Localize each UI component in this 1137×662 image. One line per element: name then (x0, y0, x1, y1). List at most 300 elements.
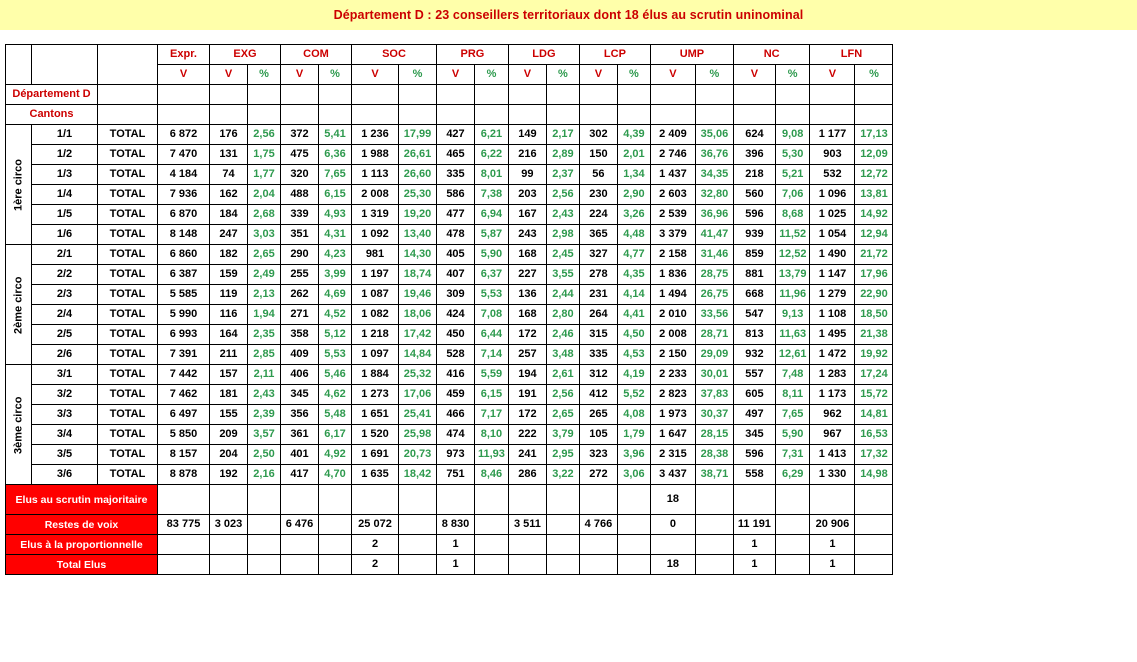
votes-prg: 478 (437, 225, 475, 245)
dept-label-filler (855, 85, 893, 105)
summary-ump: 18 (650, 555, 695, 575)
pct-com: 4,93 (319, 205, 352, 225)
votes-lcp: 265 (579, 405, 617, 425)
pct-prg: 5,90 (475, 245, 509, 265)
votes-nc: 932 (733, 345, 775, 365)
pct-ump: 30,01 (695, 365, 733, 385)
summary-pct-ldg (546, 535, 579, 555)
votes-lfn: 903 (810, 145, 855, 165)
votes-ump: 2 746 (650, 145, 695, 165)
circo-label-2: 2ème circo (6, 245, 32, 365)
dept-label-filler (508, 85, 546, 105)
votes-prg: 427 (437, 125, 475, 145)
cantons-label-filler (695, 105, 733, 125)
summary-pct-com (319, 485, 352, 515)
pct-lfn: 15,72 (855, 385, 893, 405)
votes-soc: 1 319 (352, 205, 399, 225)
pct-prg: 5,53 (475, 285, 509, 305)
votes-nc: 939 (733, 225, 775, 245)
pct-soc: 25,98 (399, 425, 437, 445)
pct-nc: 13,79 (775, 265, 810, 285)
summary-ump (650, 535, 695, 555)
cantons-label-filler (546, 105, 579, 125)
votes-com: 339 (281, 205, 319, 225)
summary-ldg (508, 555, 546, 575)
pct-exg: 2,35 (248, 325, 281, 345)
votes-ump: 2 823 (650, 385, 695, 405)
header-v-com: V (281, 65, 319, 85)
pct-lfn: 16,53 (855, 425, 893, 445)
votes-soc: 1 092 (352, 225, 399, 245)
header-v-prg: V (437, 65, 475, 85)
votes-com: 361 (281, 425, 319, 445)
pct-soc: 18,42 (399, 465, 437, 485)
summary-pct-soc (399, 535, 437, 555)
pct-prg: 5,59 (475, 365, 509, 385)
canton-code: 1/2 (32, 145, 98, 165)
pct-lcp: 5,52 (617, 385, 650, 405)
summary-soc: 2 (352, 535, 399, 555)
pct-soc: 25,41 (399, 405, 437, 425)
summary-pct-ump (695, 555, 733, 575)
pct-nc: 5,90 (775, 425, 810, 445)
summary-pct-lfn (855, 535, 893, 555)
votes-ump: 2 603 (650, 185, 695, 205)
header-v-lcp: V (579, 65, 617, 85)
votes-ldg: 149 (508, 125, 546, 145)
dept-label-filler (281, 85, 319, 105)
summary-exg (210, 555, 248, 575)
votes-com: 406 (281, 365, 319, 385)
header-pct-prg: % (475, 65, 509, 85)
summary-lfn: 1 (810, 555, 855, 575)
pct-lcp: 4,19 (617, 365, 650, 385)
pct-nc: 8,68 (775, 205, 810, 225)
pct-com: 5,48 (319, 405, 352, 425)
votes-com: 401 (281, 445, 319, 465)
summary-pct-exg (248, 515, 281, 535)
votes-lfn: 1 025 (810, 205, 855, 225)
summary-pct-soc (399, 555, 437, 575)
summary-prg: 1 (437, 535, 475, 555)
expr-value: 6 497 (158, 405, 210, 425)
header-party-ump: UMP (650, 45, 733, 65)
votes-soc: 1 087 (352, 285, 399, 305)
pct-exg: 2,16 (248, 465, 281, 485)
pct-lfn: 21,72 (855, 245, 893, 265)
summary-pct-exg (248, 555, 281, 575)
pct-ldg: 2,17 (546, 125, 579, 145)
pct-ldg: 2,61 (546, 365, 579, 385)
row-total-label: TOTAL (98, 465, 158, 485)
pct-ldg: 2,56 (546, 185, 579, 205)
pct-prg: 8,46 (475, 465, 509, 485)
row-total-label: TOTAL (98, 285, 158, 305)
pct-ldg: 3,22 (546, 465, 579, 485)
summary-ldg (508, 535, 546, 555)
votes-lcp: 278 (579, 265, 617, 285)
votes-prg: 474 (437, 425, 475, 445)
pct-prg: 6,37 (475, 265, 509, 285)
pct-ldg: 2,45 (546, 245, 579, 265)
summary-ump: 18 (650, 485, 695, 515)
votes-ldg: 241 (508, 445, 546, 465)
table-row (6, 365, 893, 385)
votes-ump: 2 315 (650, 445, 695, 465)
page-title: Département D : 23 conseillers territoriaux dont 18 élus au scrutin uninominal (333, 8, 804, 22)
cantons-label-filler (210, 105, 248, 125)
header-pct-lcp: % (617, 65, 650, 85)
pct-com: 6,17 (319, 425, 352, 445)
summary-row (6, 485, 893, 515)
pct-ump: 29,09 (695, 345, 733, 365)
pct-nc: 5,21 (775, 165, 810, 185)
row-total-label: TOTAL (98, 125, 158, 145)
pct-exg: 2,50 (248, 445, 281, 465)
pct-soc: 26,60 (399, 165, 437, 185)
votes-com: 356 (281, 405, 319, 425)
votes-exg: 181 (210, 385, 248, 405)
table-row (6, 345, 893, 365)
pct-nc: 5,30 (775, 145, 810, 165)
votes-ldg: 227 (508, 265, 546, 285)
summary-pct-nc (775, 535, 810, 555)
header-corner-blank-2 (32, 45, 98, 85)
canton-code: 3/2 (32, 385, 98, 405)
pct-lcp: 4,14 (617, 285, 650, 305)
table-row (6, 265, 893, 285)
pct-lcp: 4,53 (617, 345, 650, 365)
pct-lcp: 4,48 (617, 225, 650, 245)
votes-ump: 1 647 (650, 425, 695, 445)
pct-exg: 2,13 (248, 285, 281, 305)
summary-pct-nc (775, 555, 810, 575)
votes-ldg: 167 (508, 205, 546, 225)
summary-pct-lcp (617, 515, 650, 535)
pct-lfn: 12,94 (855, 225, 893, 245)
dept-label-filler (546, 85, 579, 105)
table-row (6, 425, 893, 445)
dept-label-filler (399, 85, 437, 105)
votes-com: 372 (281, 125, 319, 145)
votes-lfn: 1 490 (810, 245, 855, 265)
pct-nc: 9,08 (775, 125, 810, 145)
votes-lcp: 302 (579, 125, 617, 145)
pct-com: 7,65 (319, 165, 352, 185)
votes-lcp: 56 (579, 165, 617, 185)
votes-ump: 1 973 (650, 405, 695, 425)
pct-ldg: 3,55 (546, 265, 579, 285)
pct-ldg: 3,79 (546, 425, 579, 445)
votes-ump: 3 379 (650, 225, 695, 245)
pct-soc: 19,46 (399, 285, 437, 305)
votes-nc: 560 (733, 185, 775, 205)
pct-exg: 2,39 (248, 405, 281, 425)
pct-prg: 6,21 (475, 125, 509, 145)
votes-soc: 1 691 (352, 445, 399, 465)
votes-soc: 1 635 (352, 465, 399, 485)
summary-pct-nc (775, 485, 810, 515)
summary-pct-exg (248, 535, 281, 555)
pct-lfn: 18,50 (855, 305, 893, 325)
table-row (6, 245, 893, 265)
pct-nc: 12,61 (775, 345, 810, 365)
votes-exg: 184 (210, 205, 248, 225)
circo-label-3: 3ème circo (6, 365, 32, 485)
votes-exg: 164 (210, 325, 248, 345)
votes-prg: 465 (437, 145, 475, 165)
table-row (6, 205, 893, 225)
cantons-label-filler (158, 105, 210, 125)
summary-pct-prg (475, 515, 509, 535)
pct-prg: 8,10 (475, 425, 509, 445)
summary-pct-com (319, 555, 352, 575)
votes-ldg: 172 (508, 325, 546, 345)
pct-com: 5,53 (319, 345, 352, 365)
row-total-label: TOTAL (98, 445, 158, 465)
expr-value: 7 462 (158, 385, 210, 405)
votes-prg: 528 (437, 345, 475, 365)
votes-ldg: 257 (508, 345, 546, 365)
dept-label-filler (617, 85, 650, 105)
summary-lfn: 1 (810, 535, 855, 555)
pct-lfn: 21,38 (855, 325, 893, 345)
summary-pct-ump (695, 485, 733, 515)
canton-code: 2/6 (32, 345, 98, 365)
header-v-nc: V (733, 65, 775, 85)
pct-prg: 7,08 (475, 305, 509, 325)
votes-nc: 596 (733, 445, 775, 465)
votes-lfn: 1 413 (810, 445, 855, 465)
cantons-label-filler (855, 105, 893, 125)
summary-expr (158, 555, 210, 575)
summary-row (6, 515, 893, 535)
pct-prg: 6,22 (475, 145, 509, 165)
votes-exg: 162 (210, 185, 248, 205)
row-total-label: TOTAL (98, 305, 158, 325)
pct-lcp: 3,96 (617, 445, 650, 465)
votes-lcp: 365 (579, 225, 617, 245)
row-total-label: TOTAL (98, 365, 158, 385)
votes-com: 345 (281, 385, 319, 405)
canton-code: 2/2 (32, 265, 98, 285)
pct-com: 4,23 (319, 245, 352, 265)
votes-lcp: 264 (579, 305, 617, 325)
header-row-parties (6, 45, 893, 65)
summary-pct-com (319, 535, 352, 555)
summary-soc: 25 072 (352, 515, 399, 535)
votes-soc: 1 197 (352, 265, 399, 285)
votes-nc: 547 (733, 305, 775, 325)
cantons-label-filler (352, 105, 399, 125)
cantons-label-filler (437, 105, 475, 125)
summary-nc (733, 485, 775, 515)
votes-lcp: 272 (579, 465, 617, 485)
pct-ump: 32,80 (695, 185, 733, 205)
votes-lcp: 105 (579, 425, 617, 445)
votes-nc: 668 (733, 285, 775, 305)
summary-prg (437, 485, 475, 515)
votes-prg: 309 (437, 285, 475, 305)
pct-lcp: 3,26 (617, 205, 650, 225)
expr-value: 6 993 (158, 325, 210, 345)
dept-label-filler (695, 85, 733, 105)
pct-com: 5,12 (319, 325, 352, 345)
summary-pct-lcp (617, 485, 650, 515)
pct-exg: 3,03 (248, 225, 281, 245)
canton-code: 2/5 (32, 325, 98, 345)
votes-com: 409 (281, 345, 319, 365)
votes-exg: 247 (210, 225, 248, 245)
votes-prg: 416 (437, 365, 475, 385)
pct-exg: 2,56 (248, 125, 281, 145)
votes-exg: 176 (210, 125, 248, 145)
votes-ldg: 191 (508, 385, 546, 405)
header-corner-blank (6, 45, 32, 85)
votes-com: 351 (281, 225, 319, 245)
summary-soc (352, 485, 399, 515)
votes-prg: 405 (437, 245, 475, 265)
pct-com: 5,41 (319, 125, 352, 145)
pct-com: 4,31 (319, 225, 352, 245)
canton-code: 1/4 (32, 185, 98, 205)
votes-ldg: 172 (508, 405, 546, 425)
header-corner-blank-3 (98, 45, 158, 85)
pct-soc: 20,73 (399, 445, 437, 465)
pct-ump: 26,75 (695, 285, 733, 305)
dept-label-filler (98, 85, 158, 105)
summary-pct-prg (475, 535, 509, 555)
cantons-label-filler (281, 105, 319, 125)
votes-ldg: 168 (508, 305, 546, 325)
summary-label: Restes de voix (6, 515, 158, 535)
votes-exg: 74 (210, 165, 248, 185)
summary-com (281, 555, 319, 575)
pct-soc: 18,06 (399, 305, 437, 325)
expr-value: 6 387 (158, 265, 210, 285)
table-row (6, 325, 893, 345)
votes-soc: 1 113 (352, 165, 399, 185)
summary-exg (210, 485, 248, 515)
row-total-label: TOTAL (98, 145, 158, 165)
canton-code: 3/1 (32, 365, 98, 385)
pct-com: 6,15 (319, 185, 352, 205)
header-v-lfn: V (810, 65, 855, 85)
pct-lfn: 12,72 (855, 165, 893, 185)
votes-nc: 345 (733, 425, 775, 445)
summary-nc: 1 (733, 555, 775, 575)
pct-ldg: 2,98 (546, 225, 579, 245)
summary-pct-prg (475, 485, 509, 515)
votes-exg: 182 (210, 245, 248, 265)
pct-ump: 36,96 (695, 205, 733, 225)
pct-exg: 1,75 (248, 145, 281, 165)
canton-code: 1/5 (32, 205, 98, 225)
pct-ldg: 2,44 (546, 285, 579, 305)
pct-lcp: 1,79 (617, 425, 650, 445)
pct-ldg: 3,48 (546, 345, 579, 365)
votes-com: 417 (281, 465, 319, 485)
votes-com: 262 (281, 285, 319, 305)
expr-value: 5 990 (158, 305, 210, 325)
pct-ump: 34,35 (695, 165, 733, 185)
canton-code: 3/6 (32, 465, 98, 485)
summary-ldg (508, 485, 546, 515)
row-total-label: TOTAL (98, 325, 158, 345)
pct-lcp: 3,06 (617, 465, 650, 485)
summary-com (281, 535, 319, 555)
votes-exg: 192 (210, 465, 248, 485)
pct-prg: 7,38 (475, 185, 509, 205)
votes-ldg: 194 (508, 365, 546, 385)
pct-lcp: 4,35 (617, 265, 650, 285)
pct-ump: 28,75 (695, 265, 733, 285)
summary-lfn: 20 906 (810, 515, 855, 535)
header-party-ldg: LDG (508, 45, 579, 65)
canton-code: 2/1 (32, 245, 98, 265)
pct-nc: 11,96 (775, 285, 810, 305)
votes-ldg: 222 (508, 425, 546, 445)
pct-exg: 2,04 (248, 185, 281, 205)
expr-value: 8 878 (158, 465, 210, 485)
votes-nc: 558 (733, 465, 775, 485)
votes-nc: 218 (733, 165, 775, 185)
summary-lcp: 4 766 (579, 515, 617, 535)
pct-lfn: 12,09 (855, 145, 893, 165)
votes-exg: 119 (210, 285, 248, 305)
dept-label-filler (475, 85, 509, 105)
row-total-label: TOTAL (98, 385, 158, 405)
row-total-label: TOTAL (98, 265, 158, 285)
circo-label-1: 1ère circo (6, 125, 32, 245)
canton-code: 2/4 (32, 305, 98, 325)
votes-ldg: 203 (508, 185, 546, 205)
summary-pct-lfn (855, 515, 893, 535)
pct-lfn: 17,13 (855, 125, 893, 145)
votes-ump: 2 010 (650, 305, 695, 325)
votes-lcp: 312 (579, 365, 617, 385)
dept-label-filler (810, 85, 855, 105)
pct-com: 4,62 (319, 385, 352, 405)
canton-code: 1/6 (32, 225, 98, 245)
expr-value: 8 148 (158, 225, 210, 245)
summary-lcp (579, 555, 617, 575)
pct-lcp: 4,41 (617, 305, 650, 325)
expr-value: 5 585 (158, 285, 210, 305)
row-total-label: TOTAL (98, 405, 158, 425)
results-table (5, 44, 893, 575)
votes-exg: 209 (210, 425, 248, 445)
pct-soc: 26,61 (399, 145, 437, 165)
pct-ump: 28,15 (695, 425, 733, 445)
pct-lfn: 14,98 (855, 465, 893, 485)
dept-label-filler (248, 85, 281, 105)
summary-pct-soc (399, 485, 437, 515)
header-party-nc: NC (733, 45, 810, 65)
summary-pct-ldg (546, 515, 579, 535)
summary-pct-lfn (855, 555, 893, 575)
votes-ump: 2 539 (650, 205, 695, 225)
header-pct-ldg: % (546, 65, 579, 85)
pct-lcp: 4,50 (617, 325, 650, 345)
summary-expr: 83 775 (158, 515, 210, 535)
votes-lfn: 1 147 (810, 265, 855, 285)
pct-exg: 1,94 (248, 305, 281, 325)
votes-lfn: 1 108 (810, 305, 855, 325)
header-pct-com: % (319, 65, 352, 85)
pct-com: 4,69 (319, 285, 352, 305)
dept-label-filler (158, 85, 210, 105)
